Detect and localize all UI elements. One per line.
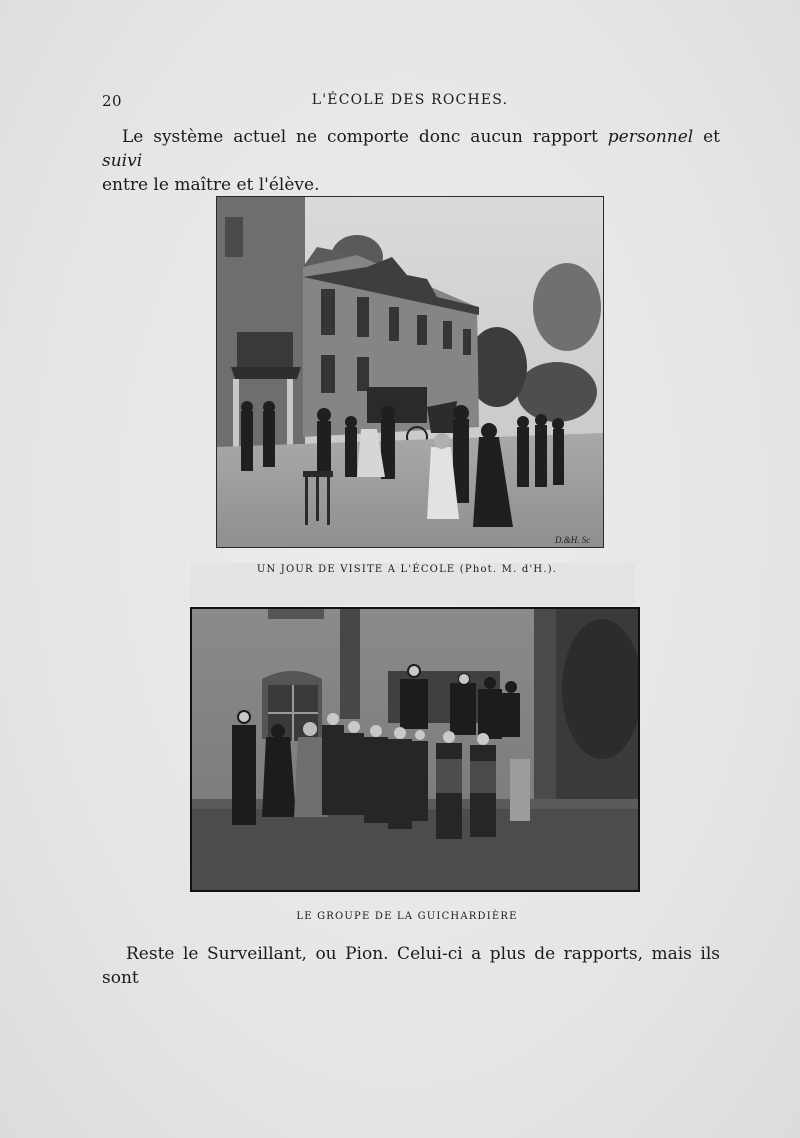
photo-visit-day-image (217, 197, 603, 547)
photo-group-guichardiere (190, 607, 640, 892)
running-title: L'ÉCOLE DES ROCHES. (311, 92, 509, 108)
paragraph-bottom: Reste le Surveillant, ou Pion. Celui-ci a plus de rapports, mais ils sont (102, 944, 720, 988)
caption-visit-day: UN JOUR DE VISITE A L'ÉCOLE (Phot. M. d'H.). (256, 564, 558, 575)
engraver-signature: D.&H. Sc (555, 535, 591, 545)
italic-personnel: personnel (607, 127, 694, 147)
page-number: 20 (102, 92, 123, 110)
caption-group: LE GROUPE DE LA GUICHARDIÈRE (296, 911, 518, 922)
photo-visit-day (216, 196, 604, 548)
paragraph-top-text-b: et (693, 127, 721, 147)
photo-group-image (192, 609, 638, 890)
paragraph-top-line-2: entre le maître et l'élève. (102, 175, 320, 195)
paragraph-top (102, 125, 720, 197)
italic-suivi: suivi (102, 151, 143, 171)
paragraph-top-text-a: Le système actuel ne comporte donc aucun rapport (122, 127, 608, 147)
paragraph-top-line-1 (102, 125, 720, 173)
